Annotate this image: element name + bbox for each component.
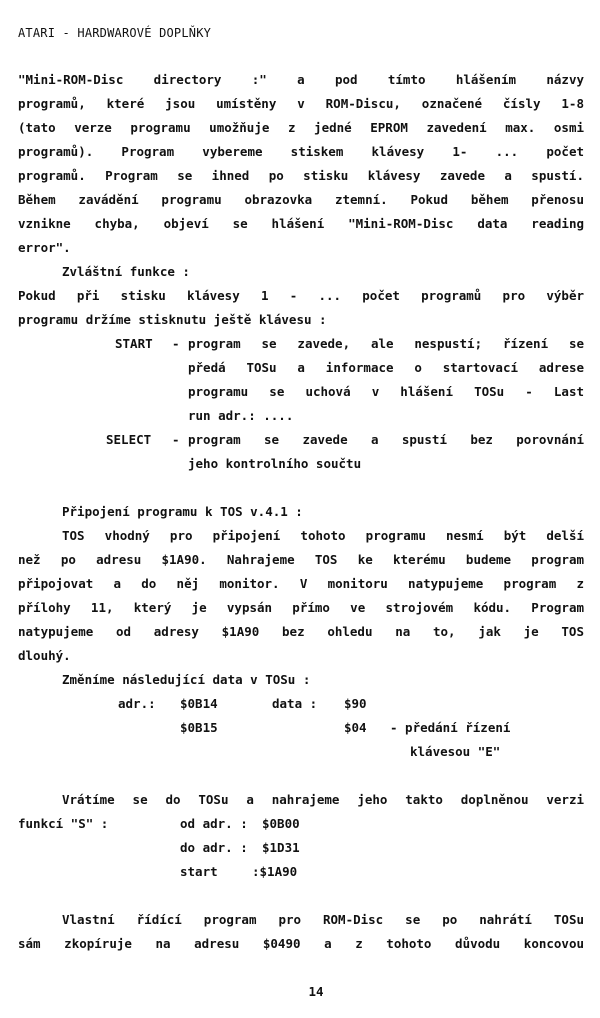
from-value: $0B00 — [262, 816, 300, 831]
data-label: data : — [272, 696, 318, 711]
page-header: ATARI - HARDWAROVÉ DOPLŇKY — [18, 26, 212, 40]
key-description-line: run adr.: .... — [188, 408, 294, 423]
start-label: start — [180, 864, 218, 879]
function-label: funkcí "S" : — [18, 816, 109, 831]
paragraph-line: programů. Program se ihned po stisku klávesy zavede a spustí. — [18, 168, 584, 183]
paragraph-line: error". — [18, 240, 71, 255]
data-note: - předání řízení — [390, 720, 511, 735]
key-description-line: jeho kontrolního součtu — [188, 456, 362, 471]
key-name-start: START — [115, 336, 153, 351]
section-title: Změníme následující data v TOSu : — [62, 672, 311, 687]
key-name-select: SELECT — [106, 432, 152, 447]
paragraph-line: TOS vhodný pro připojení tohoto programu nesmí být delší — [62, 528, 584, 543]
paragraph-line: přílohy 11, který je vypsán přímo ve strojovém kódu. Program — [18, 600, 584, 615]
key-dash: - — [172, 336, 180, 351]
address-label: adr.: — [118, 696, 156, 711]
data-value: $04 — [344, 720, 367, 735]
address-value: $0B15 — [180, 720, 218, 735]
paragraph-line: programů). Program vybereme stiskem klávesy 1- ... počet — [18, 144, 584, 159]
paragraph-line: programu držíme stisknutu ještě klávesu : — [18, 312, 327, 327]
section-title: Zvláštní funkce : — [62, 264, 190, 279]
paragraph-line: programů, které jsou umístěny v ROM-Discu, označené čísly 1-8 — [18, 96, 584, 111]
section-title: Připojení programu k TOS v.4.1 : — [62, 504, 303, 519]
paragraph-line: Pokud při stisku klávesy 1 - ... počet programů pro výběr — [18, 288, 584, 303]
paragraph-line: dlouhý. — [18, 648, 71, 663]
paragraph-line: sám zkopíruje na adresu $0490 a z tohoto důvodu koncovou — [18, 936, 584, 951]
key-description-line: programu se uchová v hlášení TOSu - Last — [188, 384, 584, 399]
key-description-line: program se zavede a spustí bez porovnání — [188, 432, 584, 447]
to-label: do adr. : — [180, 840, 248, 855]
paragraph-line: (tato verze programu umožňuje z jedné EPROM zavedení max. osmi — [18, 120, 584, 135]
paragraph-line: než po adresu $1A90. Nahrajeme TOS ke kterému budeme program — [18, 552, 584, 567]
data-note: klávesou "E" — [410, 744, 501, 759]
key-description-line: předá TOSu a informace o startovací adrese — [188, 360, 584, 375]
paragraph-line: připojovat a do něj monitor. V monitoru natypujeme program z — [18, 576, 584, 591]
start-value: :$1A90 — [252, 864, 298, 879]
paragraph-line: Vrátíme se do TOSu a nahrajeme jeho takto doplněnou verzi — [62, 792, 584, 807]
paragraph-line: Vlastní řídící program pro ROM-Disc se po nahrátí TOSu — [62, 912, 584, 927]
paragraph-line: Během zavádění programu obrazovka ztemní. Pokud během přenosu — [18, 192, 584, 207]
page-number: 14 — [308, 984, 324, 999]
key-description-line: program se zavede, ale nespustí; řízení se — [188, 336, 584, 351]
to-value: $1D31 — [262, 840, 300, 855]
data-value: $90 — [344, 696, 367, 711]
paragraph-line: natypujeme od adresy $1A90 bez ohledu na to, jak je TOS — [18, 624, 584, 639]
paragraph-line: "Mini-ROM-Disc directory :" a pod tímto hlášením názvy — [18, 72, 584, 87]
key-dash: - — [172, 432, 180, 447]
from-label: od adr. : — [180, 816, 248, 831]
paragraph-line: vznikne chyba, objeví se hlášení "Mini-ROM-Disc data reading — [18, 216, 584, 231]
address-value: $0B14 — [180, 696, 218, 711]
